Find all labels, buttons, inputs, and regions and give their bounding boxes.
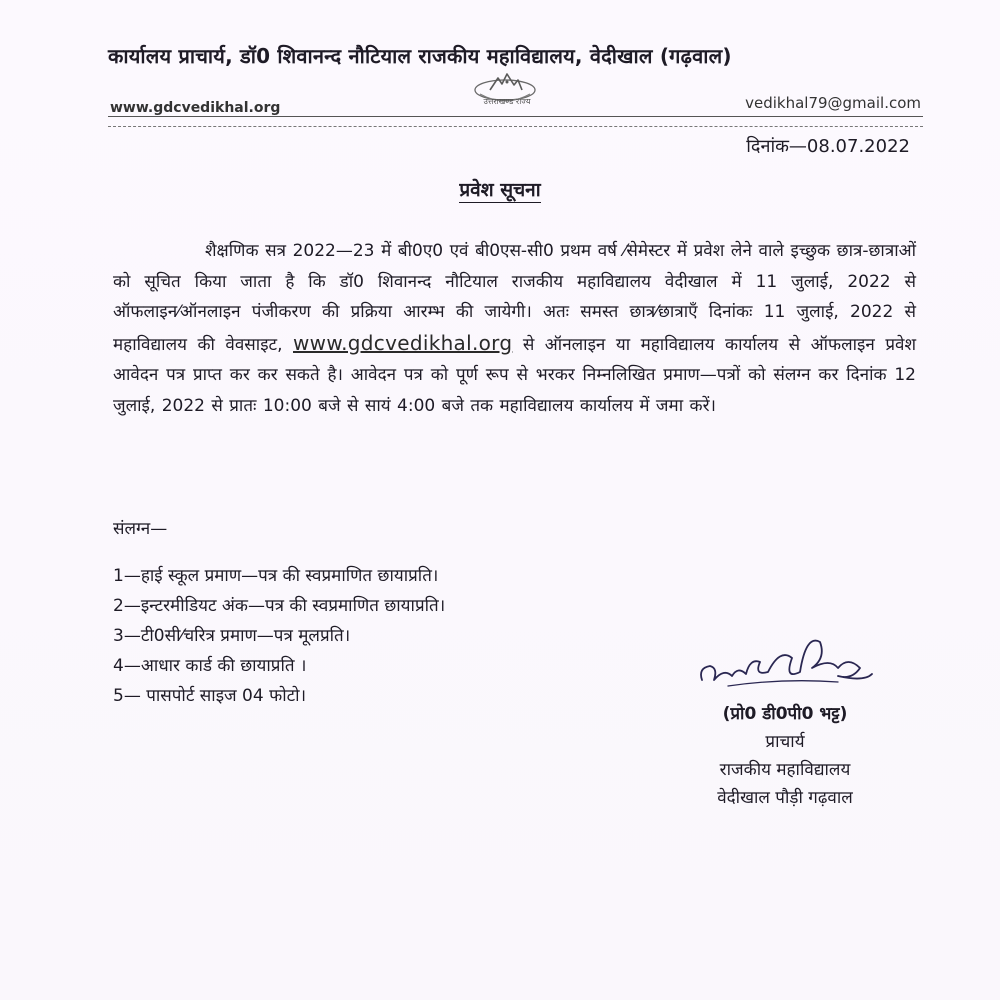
office-header: कार्यालय प्राचार्य, डॉ0 शिवानन्द नौटियाल राजकीय महाविद्यालय, वेदीखाल (गढ़वाल)	[108, 44, 732, 68]
enclosure-item: 5— पासपोर्ट साइज 04 फोटो।	[113, 686, 307, 706]
emblem-caption: उत्तराखण्ड राज्य	[483, 97, 531, 106]
header-dashed-divider	[108, 126, 923, 127]
college-website[interactable]: www.gdcvedikhal.org	[110, 100, 281, 116]
enclosure-item: 2—इन्टरमीडियट अंक—पत्र की स्वप्रमाणित छायाप्रति।	[113, 596, 446, 616]
college-email[interactable]: vedikhal79@gmail.com	[745, 94, 921, 112]
notice-date: दिनांक—08.07.2022	[746, 136, 910, 157]
header-divider	[108, 116, 923, 117]
notice-heading-text: प्रवेश सूचना	[459, 179, 541, 201]
notice-body-part2: से ऑनलाइन या महाविद्यालय कार्यालय से ऑफलाइन प्रवेश आवेदन पत्र प्राप्त कर कर सकते है। आवेदन पत्र को पूर्ण रूप से भरकर निम्नलिखित प्रमाण—पत्रों को संलग्न कर दिनांक 12 जुलाई, 2022 से प्रातः 10:00 बजे से सायं 4:00 बजे तक महाविद्यालय कार्यालय में जमा करें।	[113, 334, 917, 416]
notice-body-part1: शैक्षणिक सत्र 2022—23 में बी0ए0 एवं बी0एस-सी0 प्रथम वर्ष ⁄सेमेस्टर में प्रवेश लेने वाले इच्छुक छात्र-छात्राओं को सूचित किया जाता है कि डॉ0 शिवानन्द नौटियाल राजकीय महाविद्यालय वेदीखाल में 11 जुलाई, 2022 से ऑफलाइन⁄ऑनलाइन पंजीकरण की प्रक्रिया आरम्भ की जायेगी। अतः समस्त छात्र⁄छात्राएँ दिनांकः 11 जुलाई, 2022 से महाविद्यालय की वेवसाइट,	[113, 241, 916, 355]
signatory-designation: प्राचार्य	[765, 732, 805, 752]
body-website-link[interactable]: www.gdcvedikhal.org	[293, 330, 513, 355]
notice-body	[113, 236, 916, 421]
signatory-place: वेदीखाल पौड़ी गढ़वाल	[717, 788, 853, 808]
principal-signature	[688, 628, 878, 708]
enclosure-item: 4—आधार कार्ड की छायाप्रति ।	[113, 656, 307, 676]
enclosure-item: 1—हाई स्कूल प्रमाण—पत्र की स्वप्रमाणित छायाप्रति।	[113, 566, 439, 586]
enclosure-list	[113, 561, 445, 711]
enclosure-label: संलग्न—	[113, 519, 168, 539]
signatory-block	[660, 700, 910, 812]
signatory-name: (प्रो0 डी0पी0 भट्ट)	[722, 704, 848, 724]
signatory-college: राजकीय महाविद्यालय	[719, 760, 851, 780]
notice-heading	[0, 176, 1000, 202]
enclosure-item: 3—टी0सी⁄चरित्र प्रमाण—पत्र मूलप्रति।	[113, 626, 351, 646]
